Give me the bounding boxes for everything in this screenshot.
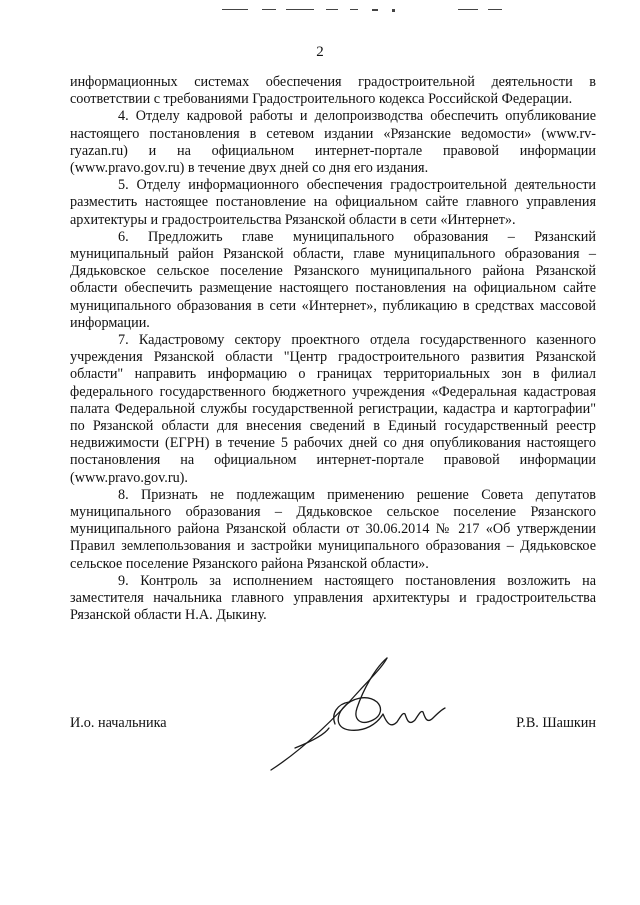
paragraph-item-6: 6. Предложить главе муниципального образования – Рязанский муниципальный район Рязанской области, главе муниципального образования – Дядьковское сельское поселение Рязанского муниципального района Рязанской области обеспечить размещение настоящего постановления на официальном сайте муниципального образования в сети «Интернет», публикацию в средствах массовой информации. [70,228,596,331]
paragraph-item-7: 7. Кадастровому сектору проектного отдела государственного казенного учреждения Рязанской области "Центр градостроительного развития Рязанской области" направить информацию о границах территориальных зон в филиал федерального государственного бюджетного учреждения «Федеральная кадастровая палата Федеральной службы государственной регистрации, кадастра и картографии" по Рязанской области для внесения сведений в Единый государственный реестр недвижимости (ЕГРН) в течение 5 рабочих дней со дня опубликования настоящего постановления на официальном интернет-портале правовой информации (www.pravo.gov.ru). [70,332,596,486]
paragraph-continuation: информационных системах обеспечения градостроительной деятельности в соответствии с требованиями Градостроительного кодекса Российской Федерации. [70,74,596,108]
paragraph-item-5: 5. Отделу информационного обеспечения градостроительной деятельности разместить настоящее постановление на официальном сайте главного управления архитектуры и градостроительства Рязанской области в сети «Интернет». [70,177,596,228]
scan-artifacts [0,6,640,14]
paragraph-item-9: 9. Контроль за исполнением настоящего постановления возложить на заместителя начальника главного управления архитектуры и градостроительства Рязанской области Н.А. Дыкину. [70,572,596,624]
paragraph-item-4: 4. Отделу кадровой работы и делопроизводства обеспечить опубликование настоящего постановления в сетевом издании «Рязанские ведомости» (www.rv-ryazan.ru) и на официальном интернет-портале правовой информации (www.pravo.gov.ru) в течение двух дней со дня его издания. [70,108,596,177]
page-number: 2 [316,44,324,60]
paragraph-item-8: 8. Признать не подлежащим применению решение Совета депутатов муниципального образования – Дядьковское сельское поселение Рязанского муниципального района Рязанской области от 30.06.2014 № 217 «Об утверждении Правил землепользования и застройки муниципального образования – Дядьковское сельское поселение Рязанского района Рязанской области». [70,486,596,572]
document-body [70,74,596,625]
handwritten-signature [265,628,455,778]
signatory-title: И.о. начальника [70,715,167,731]
signatory-name: Р.В. Шашкин [516,715,596,731]
